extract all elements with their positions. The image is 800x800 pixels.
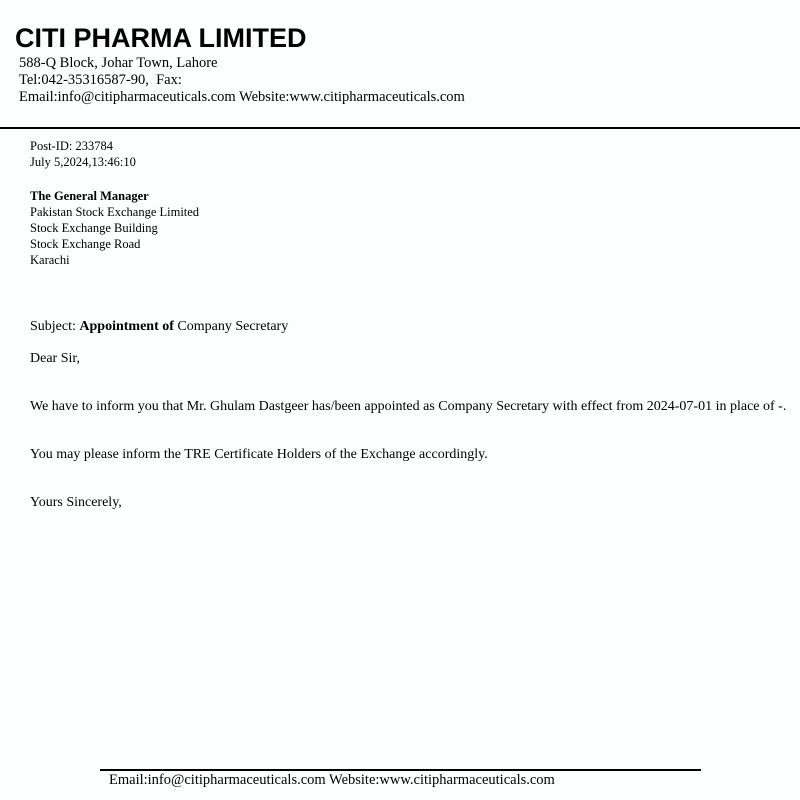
company-phone-fax: Tel:042-35316587-90, Fax: — [19, 72, 182, 88]
addressee-title: The General Manager — [30, 189, 149, 203]
addressee-line: Pakistan Stock Exchange Limited — [30, 205, 200, 219]
salutation: Dear Sir, — [30, 351, 80, 366]
post-id: Post-ID: 233784 — [30, 139, 113, 153]
subject-bold: Appointment of — [79, 319, 174, 334]
body-paragraph: You may please inform the TRE Certificate Holders of the Exchange accordingly. — [30, 447, 488, 462]
addressee-line: Stock Exchange Road — [30, 237, 141, 251]
addressee-line: Karachi — [30, 253, 70, 267]
header-divider — [0, 127, 800, 129]
company-email-website: Email:info@citipharmaceuticals.com Website:www.citipharmaceuticals.com — [19, 89, 465, 105]
company-address: 588-Q Block, Johar Town, Lahore — [19, 55, 218, 71]
letter-meta — [30, 138, 136, 170]
body-paragraph: We have to inform you that Mr. Ghulam Dastgeer has/been appointed as Company Secretary with effect from 2024-07-01 in place of -. — [30, 399, 787, 414]
closing: Yours Sincerely, — [30, 495, 122, 510]
addressee-line: Stock Exchange Building — [30, 221, 158, 235]
company-name: CITI PHARMA LIMITED — [15, 23, 307, 53]
subject-rest: Company Secretary — [173, 319, 289, 334]
addressee-block — [30, 188, 199, 268]
subject-label: Subject: — [30, 319, 80, 334]
letter-datetime: July 5,2024,13:46:10 — [30, 155, 136, 169]
footer-divider — [100, 769, 701, 771]
footer-email-website: Email:info@citipharmaceuticals.com Website:www.citipharmaceuticals.com — [109, 772, 555, 788]
letterhead-contact — [19, 55, 465, 106]
subject-line — [30, 319, 288, 335]
